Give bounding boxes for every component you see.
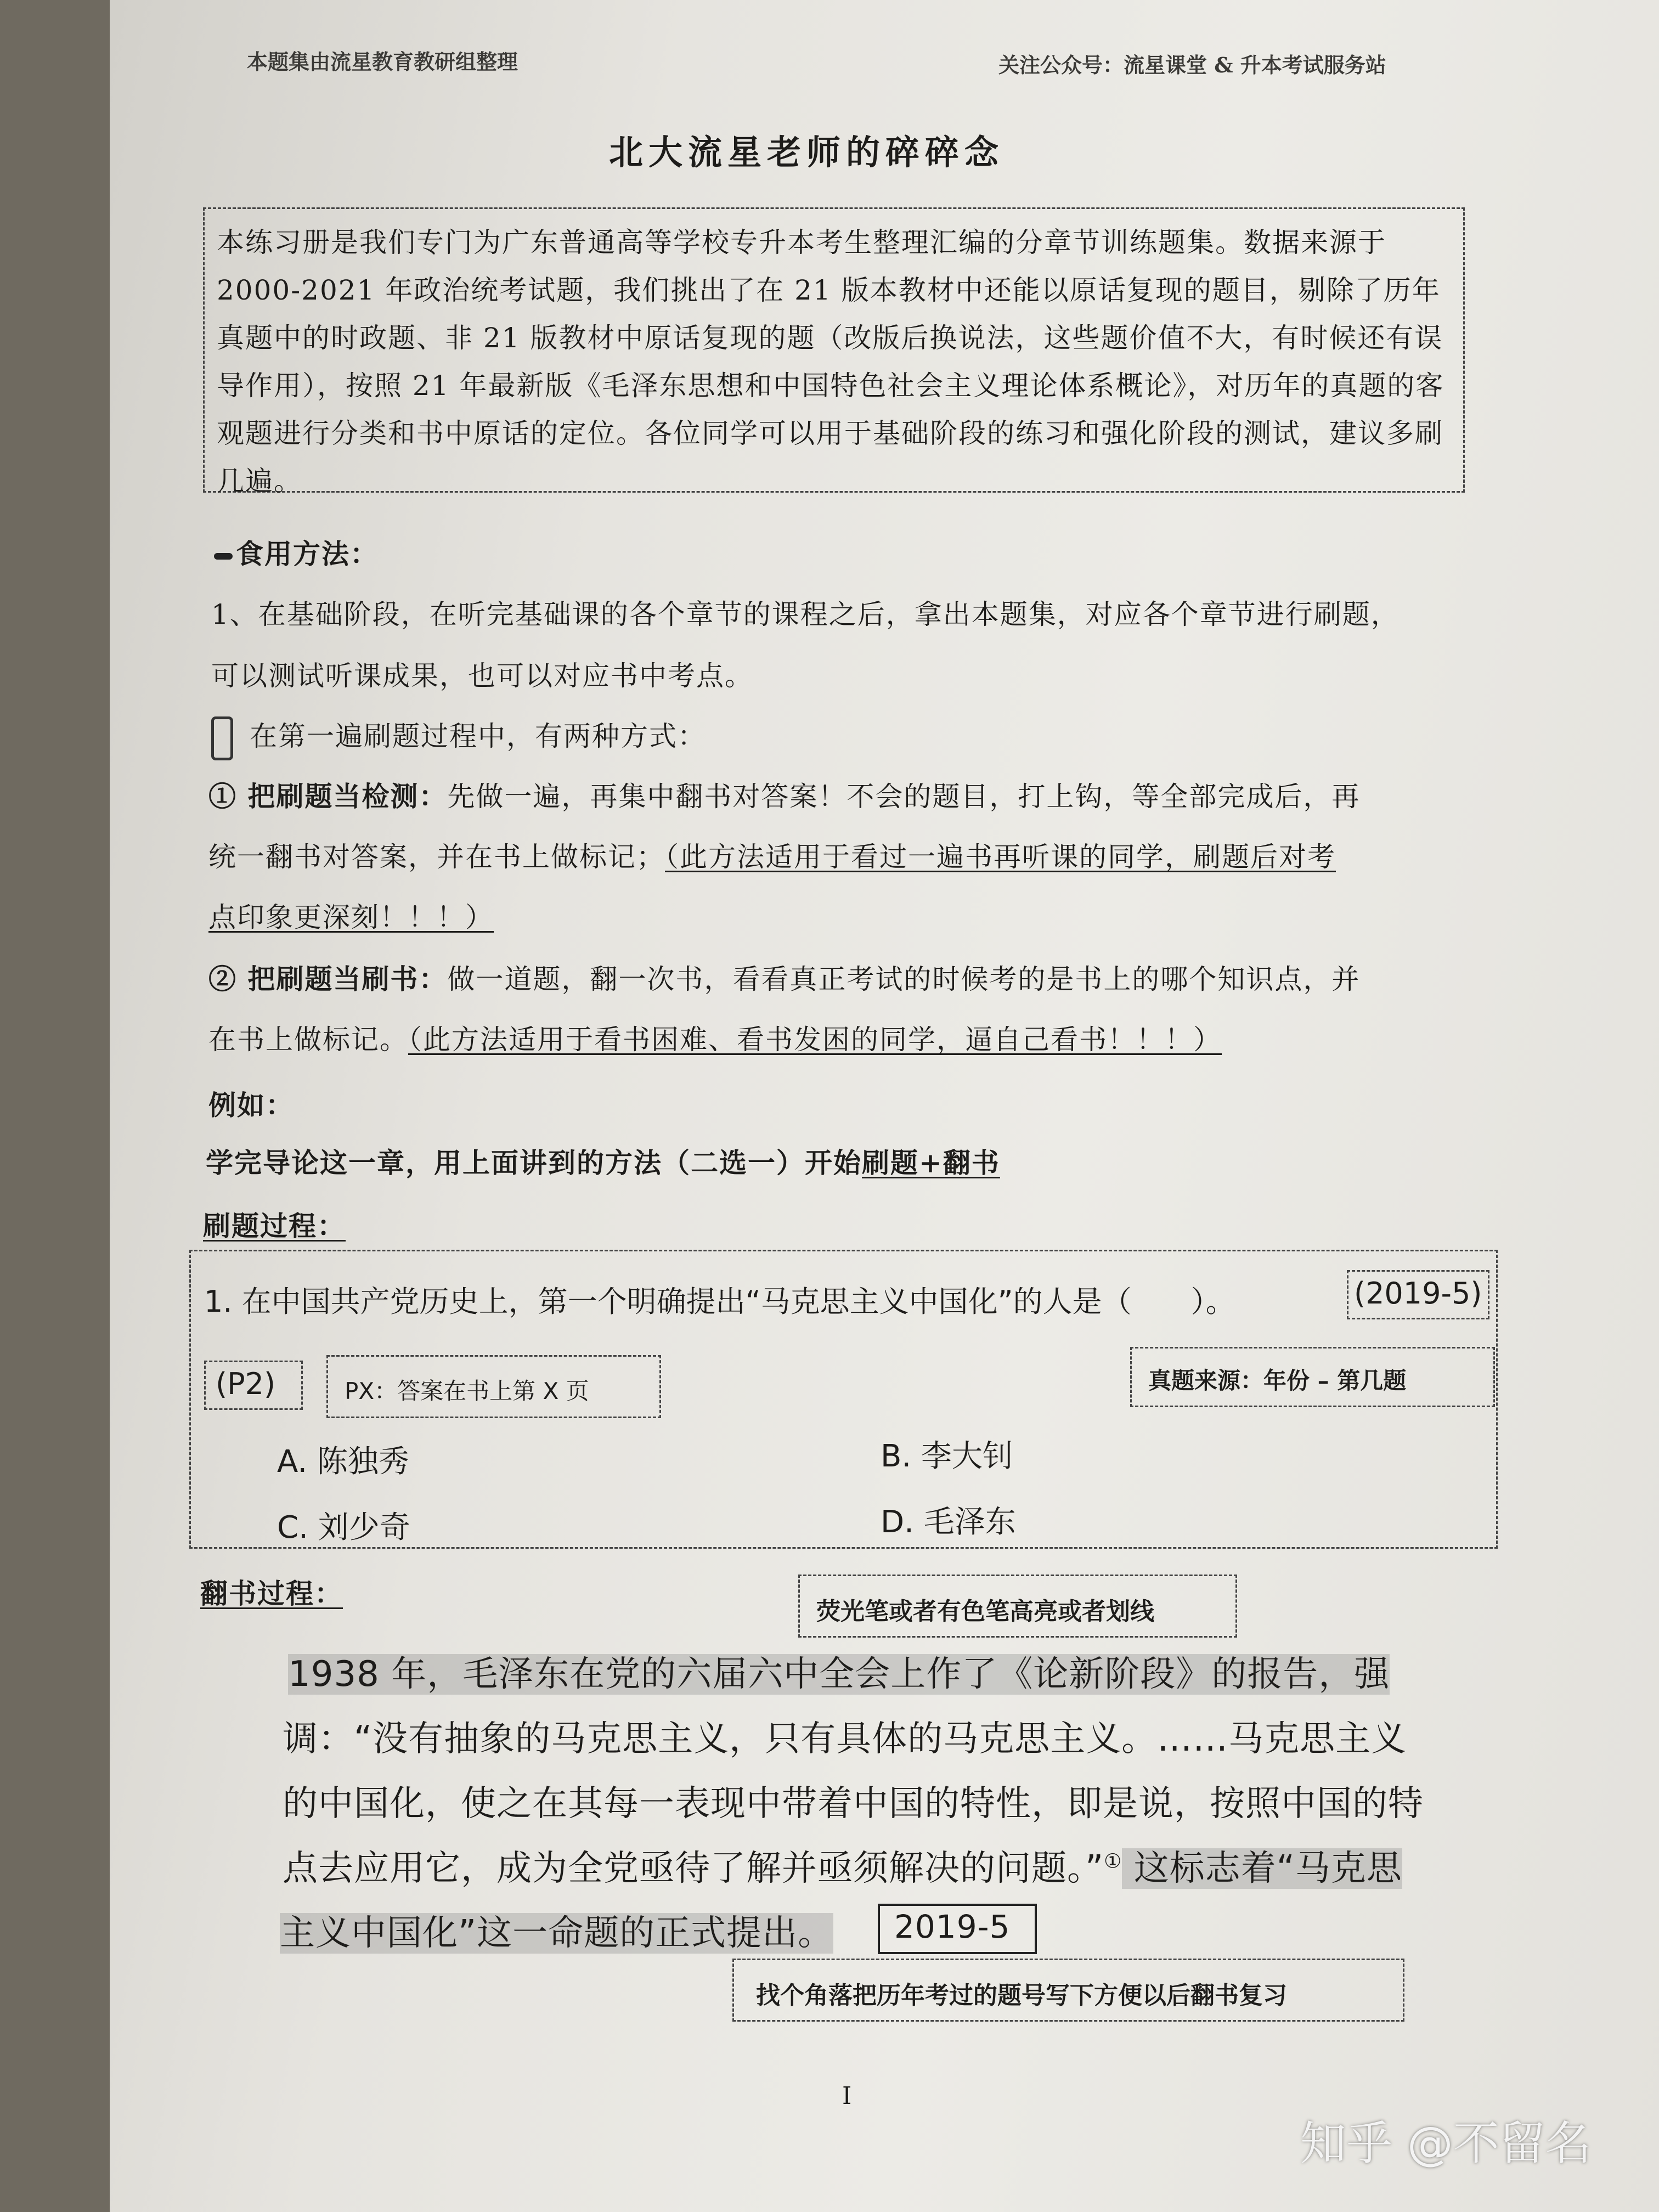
example-text: 学完导论这一章，用上面讲到的方法（二选一）开始刷题+翻书 [206, 1147, 1000, 1179]
usage-step1-line1: 1、在基础阶段，在听完基础课的各个章节的课程之后，拿出本题集，对应各个章节进行刷题， [211, 599, 1400, 630]
method-1-line3: 点印象更深刻！！！） [208, 901, 494, 933]
header-right: 关注公众号：流星课堂 & 升本考试服务站 [998, 53, 1386, 77]
footnote-mark: ① [1104, 1850, 1122, 1873]
method-2-line2: 在书上做标记。（此方法适用于看书困难、看书发困的同学，逼自己看书！！！） [208, 1024, 1222, 1056]
book-line-4: 点去应用它，成为全党亟待了解并亟须解决的问题。”① 这标志着“马克思 [283, 1848, 1402, 1889]
option-c: C. 刘少奇 [277, 1510, 410, 1545]
book-line-2: 调：“没有抽象的马克思主义，只有具体的马克思主义。……马克思主义 [283, 1719, 1407, 1759]
user-watermark: 知乎 @不留名 [1300, 2117, 1592, 2170]
usage-heading: 食用方法： [214, 532, 379, 572]
book-heading: 翻书过程： [200, 1577, 343, 1610]
page-title: 北大流星老师的碎碎念 [609, 132, 1005, 172]
intro-text: 本练习册是我们专门为广东普通高等学校专升本考生整理汇编的分章节训练题集。数据来源于 2000-2021 年政治统考试题，我们挑出了在 21 版本教材中还能以原话复现的题目，剔除了历年真题中的时政题、非 21 版教材中原话复现的题（改版后换说法，这些题价值不大，有时候还有误导作用），按照 21 年最新版《毛泽东思想和中国特色社会主义理论体系概论》，对历年的真题的客观题进行分类和书中原话的定位。各位同学可以用于基础阶段的练习和强化阶段的测试，建议多刷几遍。 [217, 227, 1444, 497]
bullet-icon [214, 553, 233, 560]
header-left: 本题集由流星教育教研组整理 [247, 49, 518, 74]
option-d: D. 毛泽东 [881, 1504, 1016, 1540]
practice-heading: 刷题过程： [203, 1210, 346, 1242]
highlight-note: 荧光笔或者有色笔高亮或者划线 [798, 1575, 1237, 1638]
method-1-line2: 统一翻书对答案，并在书上做标记；（此方法适用于看过一遍书再听课的同学，刷题后对考 [208, 841, 1336, 873]
question-text: 1. 在中国共产党历史上，第一个明确提出“马克思主义中国化”的人是（ ）。 [204, 1284, 1235, 1319]
book-line-5: 主义中国化”这一命题的正式提出。 [280, 1913, 834, 1954]
method-1-line1: ① 把刷题当检测：先做一遍，再集中翻书对答案！不会的题目，打上钩，等全部完成后，再 [208, 780, 1361, 812]
book-line-1: 1938 年，毛泽东在党的六届六中全会上作了《论新阶段》的报告，强 [288, 1654, 1390, 1695]
source-note: 真题来源：年份 – 第几题 [1130, 1347, 1495, 1407]
review-tip: 找个角落把历年考过的题号写下方便以后翻书复习 [732, 1959, 1404, 2022]
usage-step2: 在第一遍刷题过程中，有两种方式： [211, 714, 706, 760]
example-label: 例如： [208, 1089, 294, 1121]
usage-step1-line2: 可以测试听课成果，也可以对应书中考点。 [211, 660, 753, 692]
page-number: I [842, 2082, 852, 2110]
option-a: A. 陈独秀 [277, 1444, 409, 1480]
year-tag: (2019-5) [1347, 1270, 1489, 1319]
book-line-3: 的中国化，使之在其每一表现中带着中国的特性，即是说，按照中国的特 [283, 1784, 1424, 1824]
method-2-line1: ② 把刷题当刷书：做一道题，翻一次书，看看真正考试的时候考的是书上的哪个知识点，并 [208, 963, 1361, 995]
intro-box [203, 207, 1465, 497]
year-box: 2019-5 [878, 1904, 1037, 1954]
px-note: PX：答案在书上第 X 页 [326, 1355, 661, 1418]
option-b: B. 李大钊 [881, 1438, 1014, 1474]
page-tag: (P2) [204, 1361, 303, 1410]
marker-icon [211, 716, 233, 760]
